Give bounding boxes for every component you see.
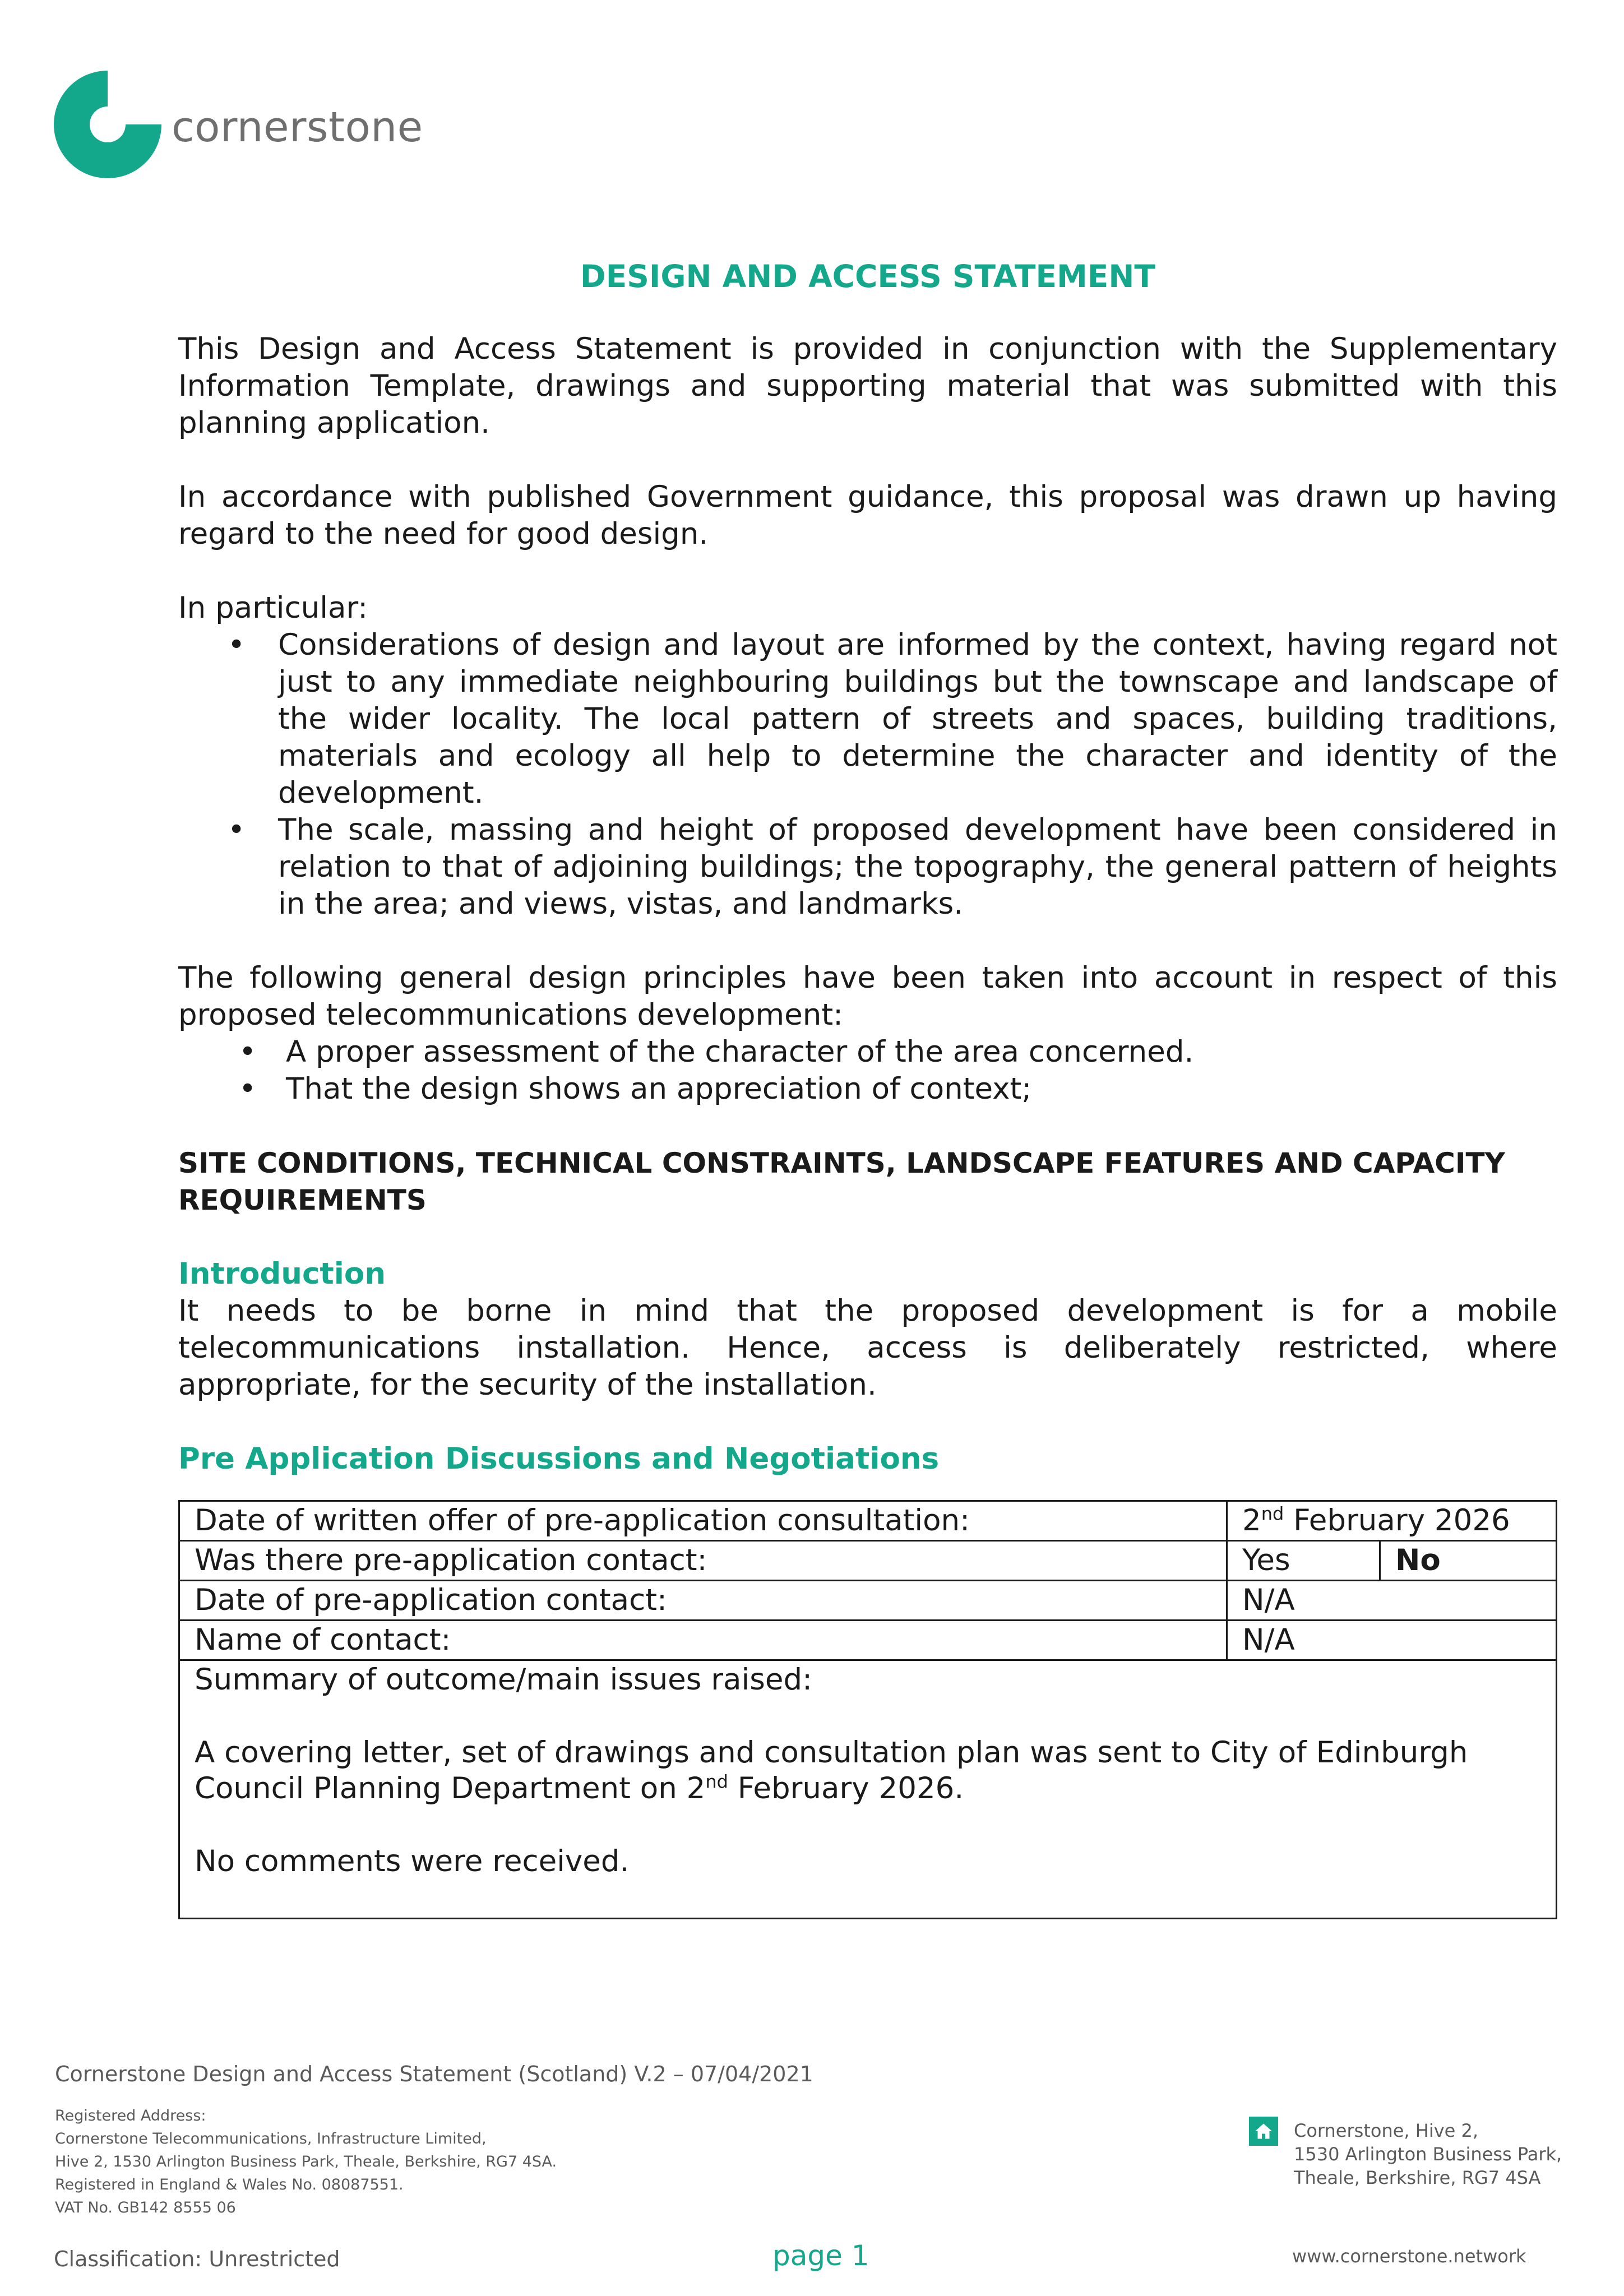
no-option: No [1380, 1541, 1557, 1581]
classification-label: Classification: Unrestricted [54, 2247, 340, 2271]
introduction-text: It needs to be borne in mind that the proposed development is for a mobile telecommunications installation. Hence, access is deliberately restricted, where appropriate, for the security of the installation. [178, 1294, 1557, 1402]
office-address: Cornerstone, Hive 2, 1530 Arlington Business Park, Theale, Berkshire, RG7 4SA [1249, 2119, 1562, 2189]
bullet-icon: • [239, 1072, 257, 1106]
website-link[interactable]: www.cornerstone.network [1292, 2246, 1526, 2267]
principles-list [178, 1034, 1557, 1108]
list-item: • The scale, massing and height of proposed development have been considered in relation to that of adjoining buildings; the topography, the general pattern of heights in the area; and views, vistas, and landmarks. [228, 813, 1557, 921]
summary-outcome: No comments were received. [195, 1844, 630, 1878]
table-value: 2nd February 2026 [1227, 1501, 1557, 1541]
list-item: • A proper assessment of the character of the area concerned. [178, 1034, 1557, 1071]
intro-paragraph: This Design and Access Statement is provided in conjunction with the Supplementary Information Template, drawings and supporting material that was submitted with this planning application. [178, 332, 1557, 440]
bullet-icon: • [228, 813, 246, 847]
page-number: page 1 [772, 2239, 869, 2272]
site-conditions-heading: SITE CONDITIONS, TECHNICAL CONSTRAINTS, LANDSCAPE FEATURES AND CAPACITY REQUIREMENTS [178, 1147, 1505, 1216]
table-row [179, 1621, 1557, 1660]
page-title: DESIGN AND ACCESS STATEMENT [580, 258, 1155, 294]
preapp-heading: Pre Application Discussions and Negotiations [178, 1442, 940, 1476]
list-item: • That the design shows an appreciation of context; [178, 1071, 1557, 1108]
home-icon [1249, 2117, 1278, 2146]
table-row [179, 1581, 1557, 1621]
principles-lead: The following general design principles have been taken into account in respect of this proposed telecommunications development: [178, 961, 1557, 1032]
yes-option: Yes [1227, 1541, 1380, 1581]
registered-address: Registered Address: Cornerstone Telecommunications, Infrastructure Limited, Hive 2, 1530 Arlington Business Park, Theale, Berkshire, RG7 4SA. Registered in England & Wales No. 08087551. VAT No. GB142 8555 06 [55, 2107, 557, 2216]
document-body [178, 258, 1557, 1919]
table-row [179, 1660, 1557, 1919]
guidance-paragraph: In accordance with published Government guidance, this proposal was drawn up having regard to the need for good design. [178, 480, 1557, 551]
introduction-heading: Introduction [178, 1257, 386, 1291]
list-item: • Considerations of design and layout are informed by the context, having regard not just to any immediate neighbouring buildings but the townscape and landscape of the wider locality. The local pattern of streets and spaces, building traditions, materials and ecology all help to determine the character and identity of the development. [228, 628, 1557, 810]
preapp-table [178, 1500, 1557, 1919]
summary-cell [179, 1660, 1557, 1919]
table-label: Was there pre-application contact: [179, 1541, 1227, 1581]
summary-text: A covering letter, set of drawings and consultation plan was sent to City of Edinburgh Council Planning Department on 2nd February 2026. [195, 1735, 1468, 1806]
table-row [179, 1501, 1557, 1541]
logo-wordmark: cornerstone [172, 103, 423, 151]
cornerstone-logo [52, 68, 423, 180]
table-row [179, 1541, 1557, 1581]
particular-list [178, 627, 1557, 923]
table-value: N/A [1227, 1581, 1557, 1621]
bullet-icon: • [228, 628, 246, 662]
table-value: N/A [1227, 1621, 1557, 1660]
table-label: Date of pre-application contact: [179, 1581, 1227, 1621]
summary-label: Summary of outcome/main issues raised: [195, 1663, 812, 1697]
cornerstone-c-logo-icon [52, 68, 164, 180]
table-label: Date of written offer of pre-application consultation: [179, 1501, 1227, 1541]
particular-lead: In particular: [178, 591, 368, 625]
document-reference: Cornerstone Design and Access Statement (Scotland) V.2 – 07/04/2021 [55, 2062, 813, 2086]
table-label: Name of contact: [179, 1621, 1227, 1660]
bullet-icon: • [239, 1035, 257, 1069]
